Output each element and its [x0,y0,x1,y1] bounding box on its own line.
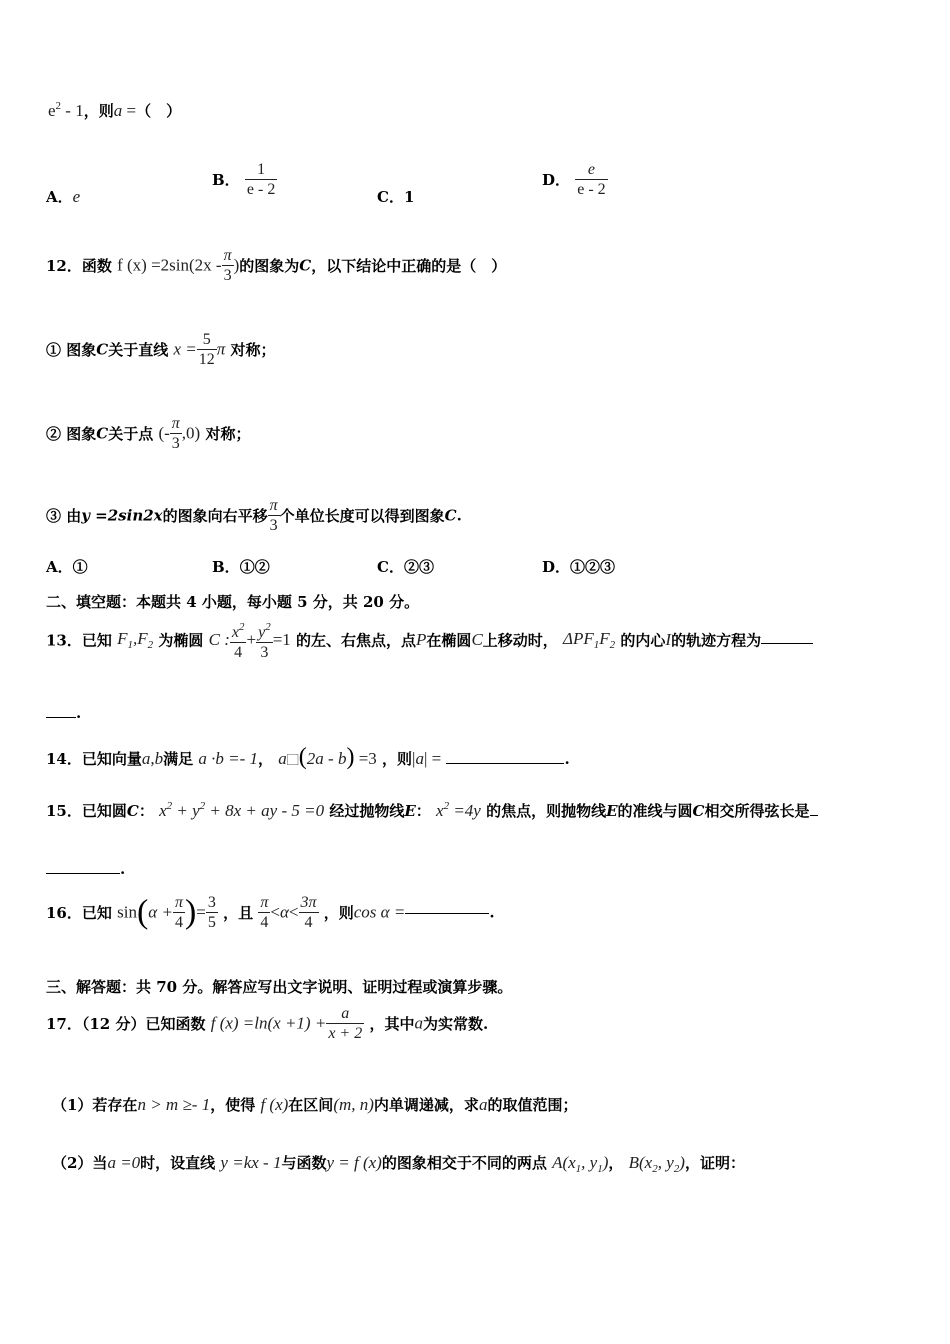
q15-continuation: . [46,860,125,878]
q11-b-fraction: $\frac{1}{e - 2}$ [246,161,276,198]
q11-option-b: B． $\frac{1}{e - 2}$ [212,161,276,198]
q12-shift-fraction: $\frac{\pi}{3}$ [269,497,278,534]
q13-y2-over-3: $\frac{y^2}{3}$ [256,618,273,662]
q15-stem: 15．已知圆C： $x^2 + y^2 + 8x$ + ay - 5 =0 经过抛物线E： $x^2 =4y$ 的焦点，则抛物线E的准线与圆C相交所得弦长是 [46,800,818,821]
q13-x2-over-4: $\frac{x^2}{4}$ [230,618,247,662]
q16-pi-over-4: $\frac{\pi}{4}$ [174,894,183,931]
q12-5-over-12: $\frac{5}{12}$ [198,331,215,368]
section-2-heading: 二、填空题：本题共 4 小题，每小题 5 分，共 20 分。 [46,593,420,611]
q13-continuation: . [46,704,81,722]
q17-part-1: （1）若存在n > m ≥- 1，使得 f (x)在区间(m, n)内单调递减，求a的取值范围； [52,1095,578,1114]
q16-stem: 16．已知 sin(α + $\frac{\pi}{4}$ )= $\frac{3}{5}$ ，且 $\frac{\pi}{4}$ <α< $\frac{3\pi}{4}$ ，则cos α = . [46,893,495,931]
q14-stem: 14．已知向量a,b满足 a ·b =- 1， a⃞(2a - b) =3 ，则|a| = . [46,744,570,770]
q16-answer-blank[interactable] [405,912,489,914]
q13-answer-blank[interactable] [761,642,813,644]
q11-expr: $e^2 - 1$ [48,100,84,120]
q13-stem: 13．已知 $F_1,F_2$ 为椭圆 C : $\frac{x^2}{4}$ + $\frac{y^2}{3}$ =1 的左、右焦点，点P在椭圆C上移动时， $\Delta PF_1F_2$ 的内心I的轨迹方程为 [46,618,813,662]
q12-neg-pi-over-3: $\frac{\pi}{3}$ [171,415,180,452]
q13-answer-blank-cont[interactable] [46,716,76,718]
q12-statement-1: ① 图象C关于直线 x = $\frac{5}{12}$ π 对称； [46,331,276,368]
q11-condition-line: $e^2 - 1$，则a =（ ） [48,100,182,120]
q16-3-over-5: $\frac{3}{5}$ [207,894,216,931]
section-3-heading: 三、解答题：共 70 分。解答应写出文字说明、证明过程或演算步骤。 [46,978,513,996]
q12-statement-3: ③ 由y =2sin2x的图象向右平移 $\frac{\pi}{3}$ 个单位长度可以得到图象C. [46,497,462,534]
q11-option-d: D． $\frac{e}{e - 2}$ [542,161,606,198]
q17-a-over-x-plus-2: $\frac{a}{x + 2}$ [328,1005,363,1042]
q11-option-a: A．e [46,187,81,206]
q12-pi-over-3: $\frac{\pi}{3}$ [223,247,232,284]
q15-answer-blank[interactable] [810,814,818,816]
q16-lower-bound: $\frac{\pi}{4}$ [260,894,269,931]
q14-answer-blank[interactable] [446,762,564,764]
q12-statement-2: ② 图象C关于点 (- $\frac{\pi}{3}$ ,0) 对称； [46,415,251,452]
q12-option-c: C．②③ [377,558,434,576]
q12-stem: 12．函数 f (x) =2sin(2x - $\frac{\pi}{3}$ )的图象为C，以下结论中正确的是（ ） [46,247,507,284]
q12-option-a: A．① [46,558,88,576]
q17-part-2: （2）当a =0时，设直线 y =kx - 1与函数y = f (x)的图象相交于不同的两点 $A(x_1$, $y_1$)， $B(x_2$, $y_2$)，证明： [52,1153,745,1175]
q11-option-c: C．1 [377,188,415,206]
q17-stem: 17．（12 分）已知函数 f (x) =ln(x +1) + $\frac{a}{x + 2}$ ，其中a为实常数. [46,1005,489,1042]
q11-d-fraction: $\frac{e}{e - 2}$ [577,161,606,198]
q15-answer-blank-cont[interactable] [46,872,120,874]
q12-option-d: D．①②③ [542,558,616,576]
q12-option-b: B．①② [212,558,270,576]
q16-upper-bound: $\frac{3\pi}{4}$ [300,894,317,931]
